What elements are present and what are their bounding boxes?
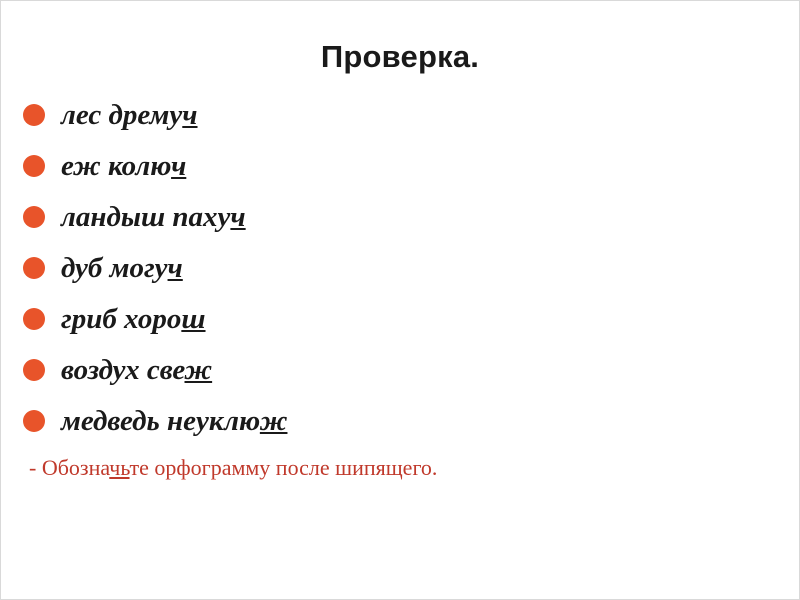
bullet-dot-icon [23, 104, 45, 126]
list-item-text: гриб хорош [61, 302, 206, 335]
bullet-dot-icon [23, 257, 45, 279]
bullet-dot-icon [23, 410, 45, 432]
page-title: Проверка. [320, 39, 480, 74]
bullet-dot-icon [23, 359, 45, 381]
list-item [23, 348, 799, 392]
list-item [23, 246, 799, 290]
bullet-dot-icon [23, 308, 45, 330]
instruction-note: - Обозначьте орфограмму после шипящего. [29, 455, 438, 480]
list-item [23, 195, 799, 239]
list-item [23, 144, 799, 188]
list-item-text: дуб могуч [61, 251, 183, 284]
list-item-text: ландыш пахуч [61, 200, 246, 233]
bullet-dot-icon [23, 206, 45, 228]
list-item [23, 399, 799, 443]
list-item-text: лес дремуч [61, 98, 198, 131]
list-item-text: еж колюч [61, 149, 187, 182]
list-item-text: медведь неуклюж [61, 404, 288, 437]
bullet-dot-icon [23, 155, 45, 177]
list-item-text: воздух свеж [61, 353, 213, 386]
list-item [23, 297, 799, 341]
list-item [23, 93, 799, 137]
bullet-list [1, 75, 799, 443]
